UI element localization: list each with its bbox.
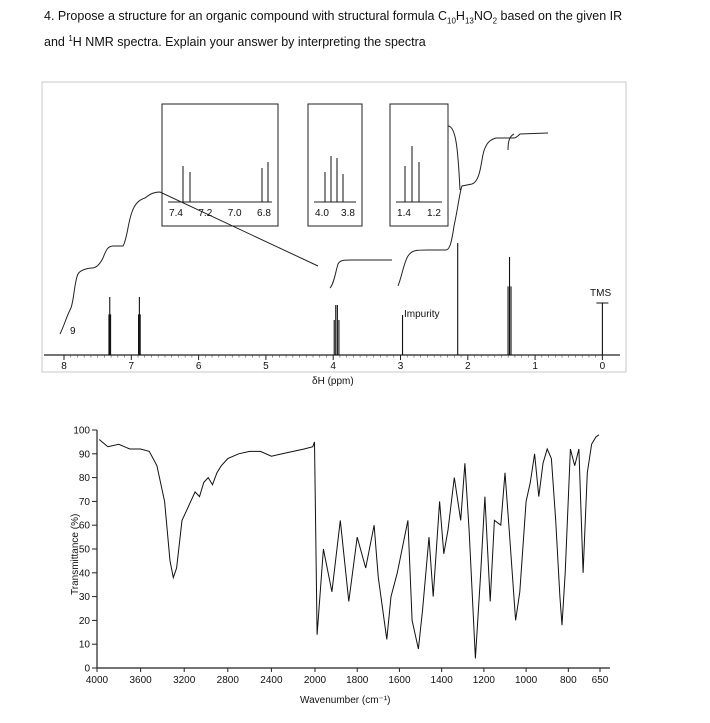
ir-y-tick-label: 50 (78, 544, 90, 556)
nmr-x-tick-label: 2 (465, 361, 471, 372)
nmr-inset-tick-label: 6.8 (257, 208, 271, 219)
nmr-inset-tick-label: 1.2 (427, 208, 441, 219)
ir-y-tick-label: 30 (78, 592, 90, 604)
ir-x-tick-label: 3200 (173, 675, 196, 686)
nmr-x-tick-label: 3 (397, 361, 404, 372)
nmr-inset-tick-label: 7.0 (227, 208, 242, 219)
ir-y-tick-label: 0 (84, 663, 90, 675)
ir-trace (99, 435, 599, 659)
ir-x-tick-label: 800 (559, 675, 577, 686)
ir-y-tick-label: 80 (78, 473, 90, 485)
nmr-inset-tick-label: 1.4 (397, 208, 411, 219)
ir-x-tick-label: 1600 (388, 675, 411, 686)
question-line1: Propose a structure for an organic compound with structural formula C (57, 9, 447, 23)
ir-y-tick-label: 20 (78, 615, 90, 627)
integral-label: 9 (70, 326, 76, 337)
question-line2-start: and (44, 34, 69, 49)
nmr-x-tick-label: 0 (599, 361, 606, 372)
ir-x-tick-label: 1000 (514, 675, 538, 686)
formula-subscript-c: 10 (447, 16, 456, 26)
ir-y-label: Transmittance (%) (70, 513, 81, 595)
nmr-inset-tick-label: 7.4 (169, 208, 183, 219)
inset-connector (448, 126, 460, 190)
ir-x-label: Wavenumber (cm⁻¹) (300, 695, 391, 706)
nmr-inset-tick-label: 4.0 (315, 208, 329, 219)
ir-x-tick-label: 2000 (303, 675, 327, 686)
ir-x-tick-label: 650 (591, 675, 609, 686)
nmr-x-tick-label: 7 (128, 361, 135, 372)
ir-y-tick-label: 90 (78, 449, 90, 461)
nmr-inset-tick-label: 3.8 (341, 208, 355, 219)
formula-subscript-h: 13 (464, 16, 474, 26)
formula-no: NO (473, 9, 493, 23)
nmr-x-tick-label: 6 (195, 361, 202, 372)
question-line1-end: based on the given IR (497, 9, 623, 23)
tms-annotation: TMS (590, 288, 612, 299)
ir-y-tick-label: 60 (78, 520, 90, 532)
nmr-x-tick-label: 5 (263, 361, 269, 372)
ir-x-tick-label: 1800 (346, 675, 369, 686)
nmr-x-tick-label: 4 (330, 361, 336, 372)
ir-spectrum (70, 426, 610, 707)
ir-x-tick-label: 2400 (260, 675, 283, 686)
nmr-x-tick-label: 1 (532, 361, 538, 372)
ir-x-tick-label: 2800 (216, 675, 239, 686)
ir-x-tick-label: 3600 (129, 675, 152, 686)
question-number: 4. (44, 9, 55, 23)
nmr-mass-number: 1 (68, 33, 73, 43)
ir-x-tick-label: 1200 (472, 675, 496, 686)
nmr-x-tick-label: 8 (61, 361, 67, 372)
inset-connector (508, 134, 514, 150)
nmr-spectrum (42, 82, 626, 387)
impurity-annotation: Impurity (404, 309, 440, 320)
ir-y-tick-label: 70 (78, 496, 90, 508)
ir-y-tick-label: 40 (78, 568, 90, 580)
formula-subscript-o: 2 (492, 16, 498, 26)
question-line2: H NMR spectra. Explain your answer by interpreting the spectra (72, 34, 426, 49)
ir-y-tick-label: 10 (78, 639, 90, 651)
ir-x-tick-label: 4000 (85, 675, 109, 686)
nmr-x-label: δH (ppm) (312, 376, 354, 387)
ir-y-tick-label: 100 (73, 425, 90, 437)
nmr-inset-tick-label: 7.2 (198, 208, 213, 219)
ir-x-tick-label: 1400 (430, 675, 453, 686)
formula-h: H (455, 9, 465, 23)
nmr-integral-trace (60, 133, 548, 334)
